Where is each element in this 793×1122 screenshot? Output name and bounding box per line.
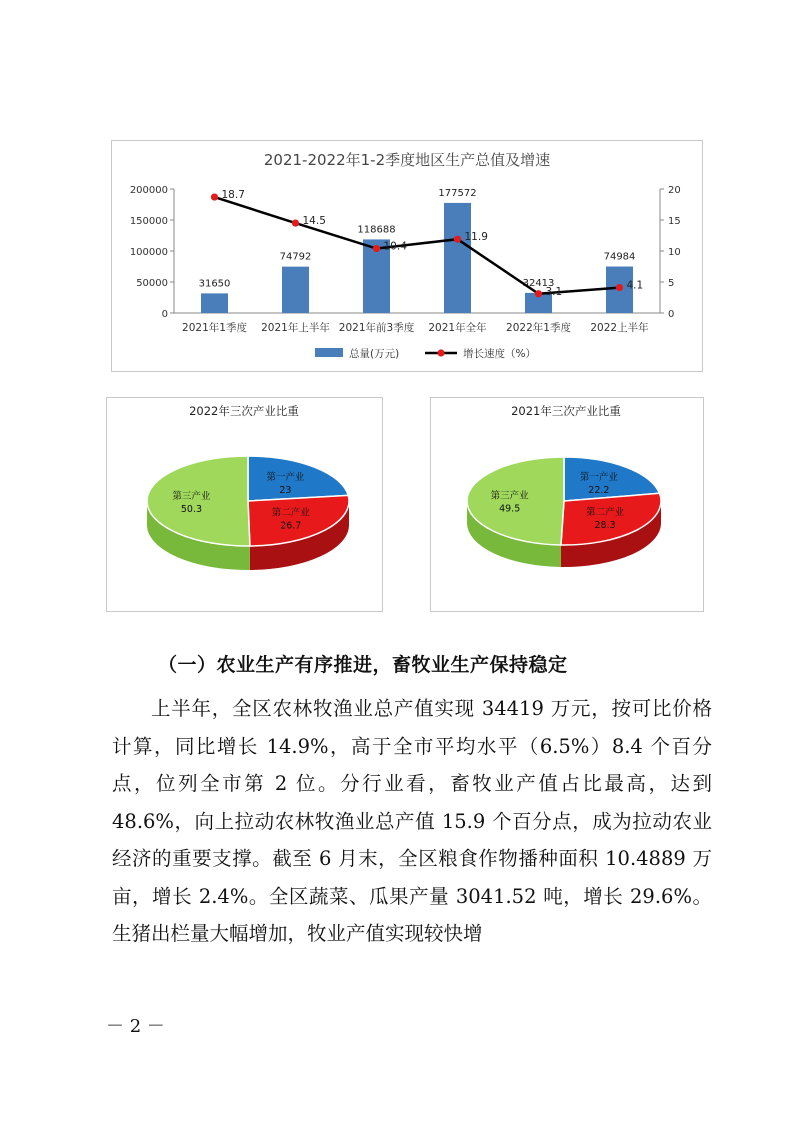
y-left-tick-label: 150000 [129,216,168,227]
gdp-growth-chart-svg [112,141,702,371]
bar-value-label: 118688 [357,224,396,236]
industry-share-2022-svg [107,398,382,611]
pie-slice-label: 第一产业 [266,472,305,484]
pie-slice-label: 第三产业 [490,490,529,502]
y-left-tick-label: 200000 [129,185,168,196]
category-label: 2022上半年 [590,322,649,334]
growth-value-label: 11.9 [464,231,488,244]
category-label: 2022年1季度 [506,322,571,334]
bar [201,293,228,313]
pie-slice-value: 22.2 [588,485,610,497]
legend-bar-swatch [315,348,343,357]
category-label: 2021年前3季度 [338,322,415,334]
category-label: 2021年1季度 [182,322,247,334]
growth-value-label: 10.4 [383,240,407,253]
pie-slice-value: 26.7 [280,520,302,532]
growth-value-label: 14.5 [302,215,326,228]
growth-point [454,236,461,243]
category-label: 2021年全年 [428,322,487,334]
pie-slice-value: 23 [279,485,292,497]
bar-value-label: 177572 [438,187,477,199]
section-heading: （一）农业生产有序推进，畜牧业生产保持稳定 [158,654,568,676]
legend-line-label: 增长速度（%） [463,348,536,360]
growth-point [616,284,623,291]
pie-title: 2021年三次产业比重 [511,404,621,418]
y-left-tick-label: 0 [161,309,168,320]
category-label: 2021年上半年 [261,322,330,334]
bar-value-label: 31650 [198,278,231,290]
industry-share-2022-chart [106,397,383,612]
page-number: － 2 － [106,1016,165,1037]
pie-slice-value: 28.3 [594,520,616,532]
growth-line [215,197,620,294]
y-left-tick-label: 50000 [136,278,168,289]
growth-value-label: 18.7 [221,189,245,202]
pie-slice-label: 第三产业 [172,491,211,503]
bar-value-label: 74984 [603,251,636,263]
pie-slice-label: 第二产业 [271,507,310,519]
industry-share-2021-svg [431,398,703,611]
y-right-tick-label: 5 [668,278,675,289]
y-right-tick-label: 20 [668,185,681,196]
industry-share-2021-chart [430,397,704,612]
growth-point [373,245,380,252]
growth-point [535,290,542,297]
legend-line-marker [437,349,444,356]
y-right-tick-label: 10 [668,247,681,258]
growth-point [292,220,299,227]
pie-slice-value: 49.5 [499,503,521,515]
gdp-growth-chart [111,140,703,372]
y-right-tick-label: 15 [668,216,681,227]
legend-bar-label: 总量(万元) [349,348,400,360]
growth-value-label: 4.1 [626,279,644,292]
y-left-tick-label: 100000 [129,247,168,258]
growth-value-label: 3.1 [545,285,563,298]
pie-title: 2022年三次产业比重 [189,404,299,418]
body-paragraph: 上半年，全区农林牧渔业总产值实现 34419 万元，按可比价格计算，同比增长 14.9%，高于全市平均水平（6.5%）8.4 个百分点，位列全市第 2 位。分行业看，畜牧业产值占比最高，达到 48.6%，向上拉动农林牧渔业总产值 15.9 个百分点，成为拉动农业经济的重要支撑。截至 6 月末，全区粮食作物播种面积 10.4889 万亩，增长 2.4%。全区蔬菜、瓜果产量 3041.52 吨，增长 29.6%。生猪出栏量大幅增加，牧业产值实现较快增 [112,697,712,945]
chart-title: 2021-2022年1-2季度地区生产总值及增速 [263,151,551,169]
bar [282,267,309,313]
bar [444,203,471,313]
growth-point [211,193,218,200]
pie-slice-label: 第一产业 [579,472,618,484]
bar-value-label: 74792 [279,251,312,263]
pie-slice-label: 第二产业 [586,507,625,519]
y-right-tick-label: 0 [668,309,675,320]
bar-value-label: 32413 [522,277,555,289]
pie-slice-value: 50.3 [180,504,203,516]
